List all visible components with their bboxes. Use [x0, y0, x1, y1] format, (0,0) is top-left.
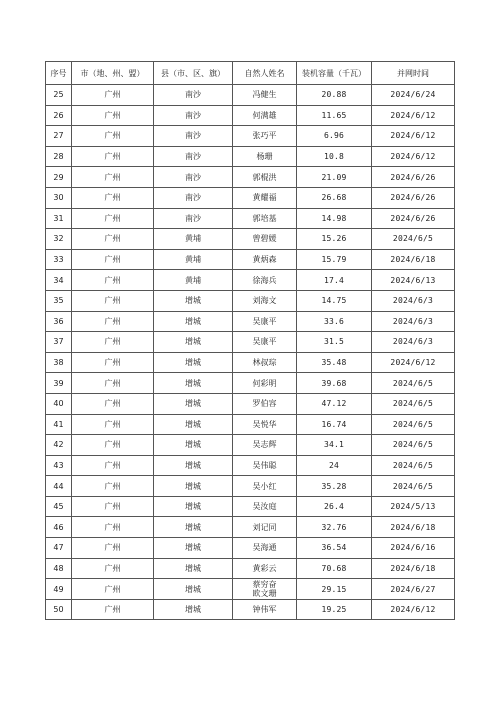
- cell-county: 增城: [154, 373, 233, 394]
- header-grid-connection-date: 并网时间: [372, 62, 455, 85]
- registration-table-container: [45, 61, 454, 620]
- cell-serial-number: 35: [46, 290, 72, 311]
- cell-person-name: 刘海文: [233, 290, 297, 311]
- cell-grid-connection-date: 2024/6/5: [372, 476, 455, 497]
- cell-grid-connection-date: 2024/6/5: [372, 435, 455, 456]
- cell-serial-number: 48: [46, 558, 72, 579]
- table-row: [46, 599, 455, 620]
- cell-county: 增城: [154, 538, 233, 559]
- cell-city: 广州: [72, 476, 154, 497]
- cell-serial-number: 31: [46, 208, 72, 229]
- cell-grid-connection-date: 2024/6/12: [372, 352, 455, 373]
- cell-county: 增城: [154, 414, 233, 435]
- cell-person-name: 何满雄: [233, 105, 297, 126]
- cell-person-name: 吴志辉: [233, 435, 297, 456]
- cell-city: 广州: [72, 538, 154, 559]
- cell-grid-connection-date: 2024/6/27: [372, 579, 455, 600]
- table-row: [46, 332, 455, 353]
- cell-installed-capacity: 15.26: [297, 229, 372, 250]
- table-row: [46, 311, 455, 332]
- header-installed-capacity: 装机容量（千瓦）: [297, 62, 372, 85]
- cell-county: 增城: [154, 496, 233, 517]
- cell-serial-number: 37: [46, 332, 72, 353]
- cell-city: 广州: [72, 146, 154, 167]
- cell-serial-number: 33: [46, 249, 72, 270]
- cell-grid-connection-date: 2024/6/5: [372, 373, 455, 394]
- cell-serial-number: 46: [46, 517, 72, 538]
- cell-grid-connection-date: 2024/6/3: [372, 311, 455, 332]
- table-row: [46, 496, 455, 517]
- cell-person-name: 郭棍洪: [233, 167, 297, 188]
- cell-person-name: 罗伯容: [233, 393, 297, 414]
- cell-grid-connection-date: 2024/6/24: [372, 85, 455, 106]
- cell-installed-capacity: 35.28: [297, 476, 372, 497]
- cell-installed-capacity: 16.74: [297, 414, 372, 435]
- cell-serial-number: 41: [46, 414, 72, 435]
- cell-county: 增城: [154, 393, 233, 414]
- table-row: [46, 393, 455, 414]
- cell-city: 广州: [72, 105, 154, 126]
- cell-installed-capacity: 39.68: [297, 373, 372, 394]
- cell-city: 广州: [72, 126, 154, 147]
- cell-grid-connection-date: 2024/6/5: [372, 393, 455, 414]
- cell-person-name: 何彩明: [233, 373, 297, 394]
- cell-grid-connection-date: 2024/6/26: [372, 208, 455, 229]
- cell-county: 增城: [154, 599, 233, 620]
- cell-city: 广州: [72, 558, 154, 579]
- cell-person-name: 吴小红: [233, 476, 297, 497]
- cell-installed-capacity: 15.79: [297, 249, 372, 270]
- table-row: [46, 229, 455, 250]
- cell-city: 广州: [72, 85, 154, 106]
- cell-city: 广州: [72, 414, 154, 435]
- cell-city: 广州: [72, 393, 154, 414]
- cell-serial-number: 50: [46, 599, 72, 620]
- cell-installed-capacity: 20.88: [297, 85, 372, 106]
- cell-city: 广州: [72, 208, 154, 229]
- cell-serial-number: 28: [46, 146, 72, 167]
- cell-installed-capacity: 33.6: [297, 311, 372, 332]
- cell-city: 广州: [72, 270, 154, 291]
- cell-person-name: 吴悦华: [233, 414, 297, 435]
- cell-grid-connection-date: 2024/6/18: [372, 249, 455, 270]
- cell-installed-capacity: 70.68: [297, 558, 372, 579]
- cell-county: 南沙: [154, 187, 233, 208]
- cell-city: 广州: [72, 496, 154, 517]
- cell-county: 增城: [154, 517, 233, 538]
- cell-serial-number: 44: [46, 476, 72, 497]
- table-row: [46, 558, 455, 579]
- cell-person-name: 吴伟聪: [233, 455, 297, 476]
- cell-grid-connection-date: 2024/6/3: [372, 290, 455, 311]
- cell-person-name: 蔡穷奋 欧文珊: [233, 579, 297, 600]
- cell-city: 广州: [72, 517, 154, 538]
- cell-person-name: 郭培基: [233, 208, 297, 229]
- table-row: [46, 208, 455, 229]
- table-row: [46, 414, 455, 435]
- table-row: [46, 270, 455, 291]
- cell-grid-connection-date: 2024/6/5: [372, 455, 455, 476]
- cell-city: 广州: [72, 352, 154, 373]
- cell-installed-capacity: 34.1: [297, 435, 372, 456]
- cell-installed-capacity: 10.8: [297, 146, 372, 167]
- pv-installation-table: [45, 61, 455, 620]
- cell-grid-connection-date: 2024/6/3: [372, 332, 455, 353]
- cell-city: 广州: [72, 435, 154, 456]
- cell-county: 增城: [154, 290, 233, 311]
- cell-serial-number: 45: [46, 496, 72, 517]
- cell-county: 南沙: [154, 167, 233, 188]
- table-row: [46, 146, 455, 167]
- cell-serial-number: 26: [46, 105, 72, 126]
- table-body: [46, 85, 455, 620]
- cell-serial-number: 42: [46, 435, 72, 456]
- cell-person-name: 黄彩云: [233, 558, 297, 579]
- cell-person-name: 吴康平: [233, 332, 297, 353]
- cell-serial-number: 38: [46, 352, 72, 373]
- cell-installed-capacity: 19.25: [297, 599, 372, 620]
- cell-serial-number: 30: [46, 187, 72, 208]
- cell-grid-connection-date: 2024/6/18: [372, 558, 455, 579]
- cell-person-name: 林叔琮: [233, 352, 297, 373]
- cell-grid-connection-date: 2024/6/18: [372, 517, 455, 538]
- cell-county: 南沙: [154, 146, 233, 167]
- table-row: [46, 373, 455, 394]
- cell-grid-connection-date: 2024/6/13: [372, 270, 455, 291]
- cell-person-name: 徐海兵: [233, 270, 297, 291]
- cell-county: 增城: [154, 579, 233, 600]
- cell-county: 增城: [154, 311, 233, 332]
- cell-person-name: 曾碧媛: [233, 229, 297, 250]
- cell-county: 黄埔: [154, 270, 233, 291]
- table-row: [46, 167, 455, 188]
- cell-serial-number: 25: [46, 85, 72, 106]
- cell-city: 广州: [72, 290, 154, 311]
- cell-county: 增城: [154, 455, 233, 476]
- cell-serial-number: 32: [46, 229, 72, 250]
- cell-grid-connection-date: 2024/6/26: [372, 167, 455, 188]
- cell-serial-number: 40: [46, 393, 72, 414]
- table-row: [46, 126, 455, 147]
- table-row: [46, 517, 455, 538]
- cell-installed-capacity: 21.09: [297, 167, 372, 188]
- cell-person-name: 杨珊: [233, 146, 297, 167]
- cell-serial-number: 43: [46, 455, 72, 476]
- cell-grid-connection-date: 2024/6/26: [372, 187, 455, 208]
- table-row: [46, 476, 455, 497]
- cell-installed-capacity: 17.4: [297, 270, 372, 291]
- cell-city: 广州: [72, 332, 154, 353]
- table-row: [46, 352, 455, 373]
- cell-installed-capacity: 31.5: [297, 332, 372, 353]
- cell-serial-number: 47: [46, 538, 72, 559]
- cell-city: 广州: [72, 187, 154, 208]
- cell-county: 黄埔: [154, 229, 233, 250]
- cell-installed-capacity: 36.54: [297, 538, 372, 559]
- header-city: 市（地、州、盟）: [72, 62, 154, 85]
- cell-person-name: 吴康平: [233, 311, 297, 332]
- cell-grid-connection-date: 2024/6/12: [372, 105, 455, 126]
- cell-city: 广州: [72, 373, 154, 394]
- cell-serial-number: 34: [46, 270, 72, 291]
- cell-person-name: 刘记同: [233, 517, 297, 538]
- cell-county: 增城: [154, 352, 233, 373]
- cell-serial-number: 29: [46, 167, 72, 188]
- cell-county: 增城: [154, 435, 233, 456]
- cell-grid-connection-date: 2024/6/5: [372, 229, 455, 250]
- cell-person-name: 钟伟军: [233, 599, 297, 620]
- cell-grid-connection-date: 2024/5/13: [372, 496, 455, 517]
- header-county: 县（市、区、旗）: [154, 62, 233, 85]
- cell-county: 南沙: [154, 85, 233, 106]
- cell-city: 广州: [72, 579, 154, 600]
- cell-serial-number: 49: [46, 579, 72, 600]
- cell-county: 增城: [154, 332, 233, 353]
- table-row: [46, 290, 455, 311]
- cell-person-name: 黄耀福: [233, 187, 297, 208]
- cell-installed-capacity: 26.4: [297, 496, 372, 517]
- header-person-name: 自然人姓名: [233, 62, 297, 85]
- cell-city: 广州: [72, 229, 154, 250]
- table-row: [46, 435, 455, 456]
- cell-person-name: 张巧平: [233, 126, 297, 147]
- cell-grid-connection-date: 2024/6/12: [372, 146, 455, 167]
- cell-serial-number: 36: [46, 311, 72, 332]
- table-row: [46, 187, 455, 208]
- cell-installed-capacity: 26.68: [297, 187, 372, 208]
- cell-city: 广州: [72, 599, 154, 620]
- cell-person-name: 吴海通: [233, 538, 297, 559]
- cell-city: 广州: [72, 249, 154, 270]
- table-row: [46, 579, 455, 600]
- table-row: [46, 105, 455, 126]
- table-row: [46, 249, 455, 270]
- cell-person-name: 冯健生: [233, 85, 297, 106]
- table-row: [46, 85, 455, 106]
- cell-installed-capacity: 6.96: [297, 126, 372, 147]
- table-row: [46, 455, 455, 476]
- cell-serial-number: 27: [46, 126, 72, 147]
- cell-installed-capacity: 11.65: [297, 105, 372, 126]
- cell-grid-connection-date: 2024/6/12: [372, 126, 455, 147]
- cell-installed-capacity: 35.48: [297, 352, 372, 373]
- cell-county: 南沙: [154, 105, 233, 126]
- cell-county: 黄埔: [154, 249, 233, 270]
- cell-city: 广州: [72, 455, 154, 476]
- cell-installed-capacity: 24: [297, 455, 372, 476]
- table-row: [46, 538, 455, 559]
- cell-grid-connection-date: 2024/6/16: [372, 538, 455, 559]
- cell-installed-capacity: 14.98: [297, 208, 372, 229]
- cell-grid-connection-date: 2024/6/5: [372, 414, 455, 435]
- cell-county: 增城: [154, 476, 233, 497]
- cell-city: 广州: [72, 311, 154, 332]
- cell-installed-capacity: 29.15: [297, 579, 372, 600]
- cell-installed-capacity: 47.12: [297, 393, 372, 414]
- cell-installed-capacity: 32.76: [297, 517, 372, 538]
- cell-serial-number: 39: [46, 373, 72, 394]
- cell-city: 广州: [72, 167, 154, 188]
- cell-person-name: 吴汝庭: [233, 496, 297, 517]
- cell-county: 南沙: [154, 208, 233, 229]
- header-serial-number: 序号: [46, 62, 72, 85]
- cell-installed-capacity: 14.75: [297, 290, 372, 311]
- cell-grid-connection-date: 2024/6/12: [372, 599, 455, 620]
- cell-person-name: 黄炳森: [233, 249, 297, 270]
- table-header-row: [46, 62, 455, 85]
- cell-county: 南沙: [154, 126, 233, 147]
- cell-county: 增城: [154, 558, 233, 579]
